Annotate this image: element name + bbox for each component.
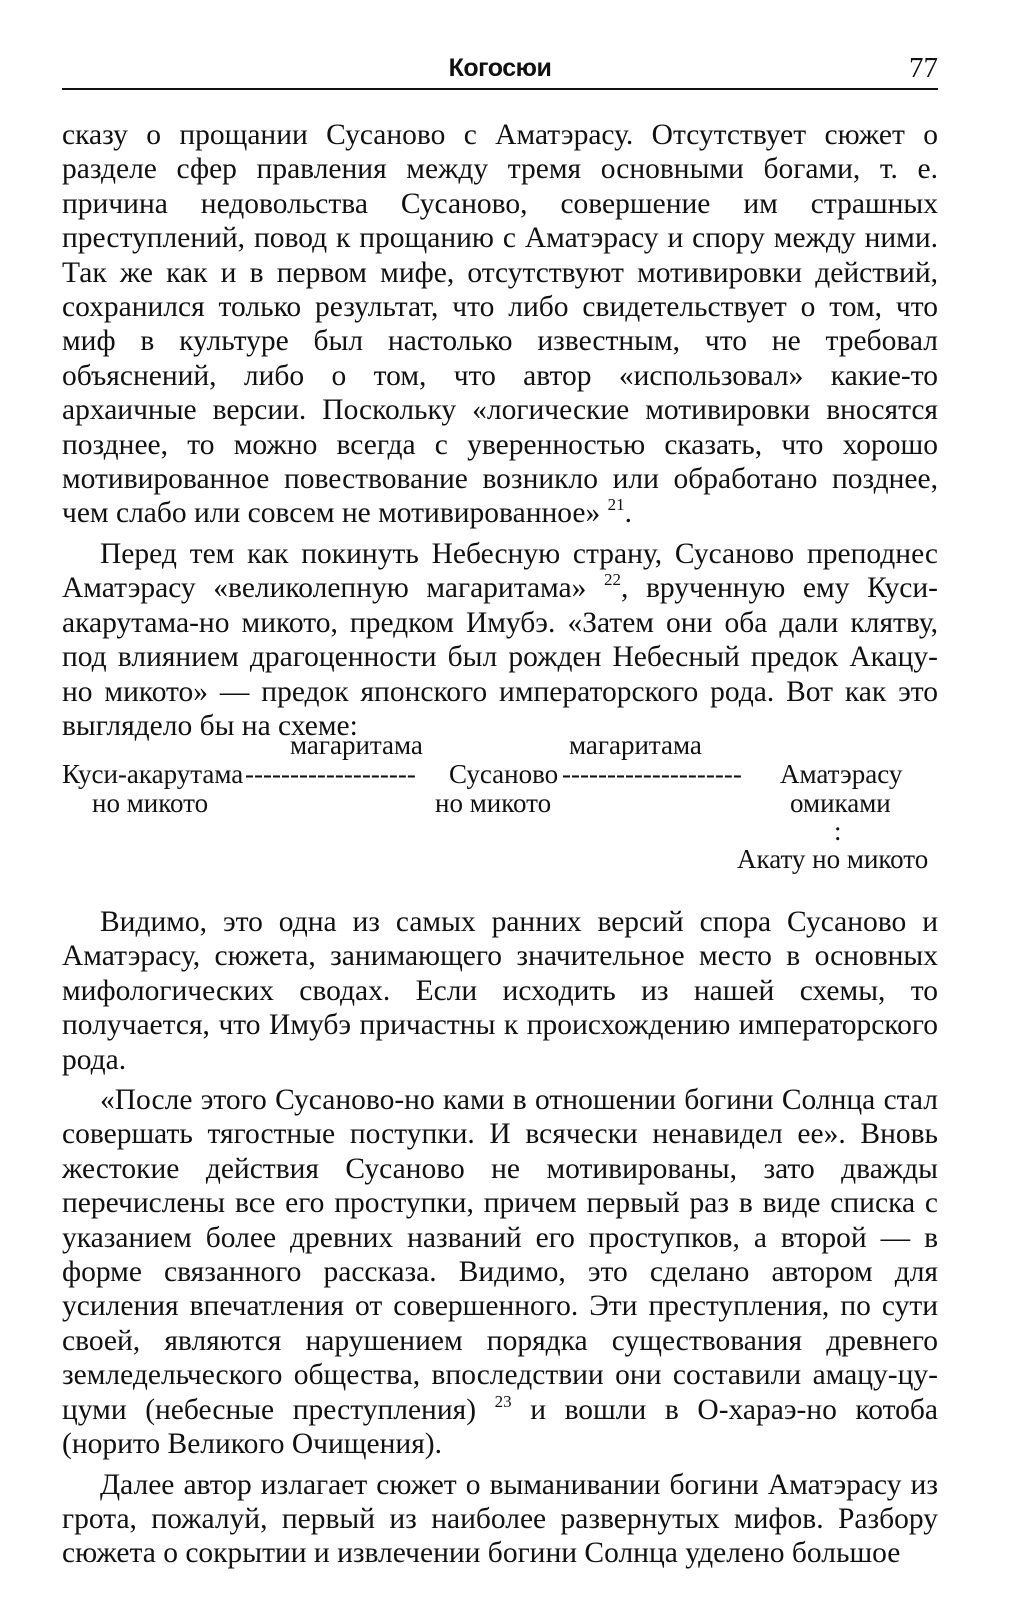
- paragraph: [62, 118, 938, 531]
- footnote-ref[interactable]: 23: [494, 1391, 512, 1411]
- paragraph-text: сказу о прощании Сусаново с Аматэрасу. Отсутствует сюжет о разделе сфер правления между тремя основными богами, т. е. причина недовольства Сусаново, совершение им страшных преступлений, повод к прощанию с Аматэрасу и спору между ними. Так же как и в первом мифе, отсутствуют мотивировки действий, сохранился только результат, что либо свидетельствует о том, что миф в культуре был настолько известным, что не требовал объяснений, либо о том, что автор «использовал» какие-то архаичные версии. Поскольку «логические мотивировки вносятся позднее, то можно всегда с уверенностью сказать, что хорошо мотивированное повествование возникло или обработано позднее, чем слабо или совсем не мотивированное»: [62, 119, 938, 530]
- paragraph-text-end: .: [624, 497, 632, 530]
- footnote-ref[interactable]: 21: [607, 495, 625, 515]
- body-text-bottom: [62, 905, 938, 1571]
- paragraph-text-cont: и вошли в О-хараэ-но котоба (норито Великого Очищения).: [62, 1393, 938, 1461]
- paragraph-text: Далее автор излагает сюжет о выманивании богини Аматэрасу из грота, пожалуй, первый из наиболее развернутых мифов. Разбору сюжета о сокрытии и извлечении богини Солнца уделено большое: [62, 1468, 938, 1570]
- scheme-node-kusi: Куси-акарутама: [62, 759, 244, 789]
- footnote-ref[interactable]: 22: [603, 570, 621, 590]
- scheme-label-magaritama-right: магаритама: [569, 730, 702, 760]
- scheme-node-susanovo-line2: но микото: [435, 788, 552, 818]
- paragraph: [62, 537, 938, 743]
- scheme-node-akatu: Акату но микото: [737, 844, 929, 874]
- paragraph: [62, 905, 938, 1077]
- paragraph-text-cont: , врученную ему Куси-акарутама-но микото, предком Имубэ. «Затем они оба дали клятву, под влиянием драгоценности был рожден Небесный предок Акацу-но микото» — предок японского императорского рода. Вот как это выглядело бы на схеме:: [62, 572, 938, 742]
- page-number: 77: [909, 52, 938, 84]
- scheme-node-susanovo: Сусаново: [449, 759, 559, 789]
- running-title: Когосюи: [448, 54, 552, 82]
- scheme-node-amaterasu: Аматэрасу: [780, 759, 903, 789]
- scheme-label-magaritama-left: магаритама: [290, 730, 423, 760]
- scheme-descent-mark: :: [834, 816, 842, 846]
- paragraph-text: «После этого Сусаново-но ками в отношении богини Солнца стал совершать тягостные поступки. И всячески ненавидел ее». Вновь жестокие действия Сусаново не мотивированы, зато дважды перечислены все его проступки, причем первый раз в виде списка с указанием более древних названий его проступков, а второй — в форме связанного рассказа. Видимо, это сделано автором для усиления впечатления от совершенного. Эти преступления, по сути своей, являются нарушением порядка существования древнего земледельческого общества, впоследствии они составили амацу-цу-цуми (небесные преступления): [62, 1084, 938, 1426]
- paragraph-text: Видимо, это одна из самых ранних версий спора Сусаново и Аматэрасу, сюжета, занимающего значительное место в основных мифологических сводах. Если исходить из нашей схемы, то получается, что Имубэ причастны к происхождению императорского рода.: [62, 906, 938, 1076]
- paragraph-text: Перед тем как покинуть Небесную страну, Сусаново преподнес Аматэрасу «великолепную магаритама»: [62, 537, 938, 605]
- scheme-connector-1: -------------------: [245, 759, 416, 789]
- body-text-top: [62, 118, 938, 743]
- scheme-node-kusi-line2: но микото: [92, 788, 209, 818]
- scheme-connector-2: --------------------: [562, 759, 742, 789]
- genealogy-scheme: [62, 730, 938, 880]
- scheme-node-amaterasu-line2: омиками: [790, 788, 891, 818]
- page-header: [62, 52, 938, 90]
- paragraph: [62, 1468, 938, 1571]
- paragraph: [62, 1083, 938, 1461]
